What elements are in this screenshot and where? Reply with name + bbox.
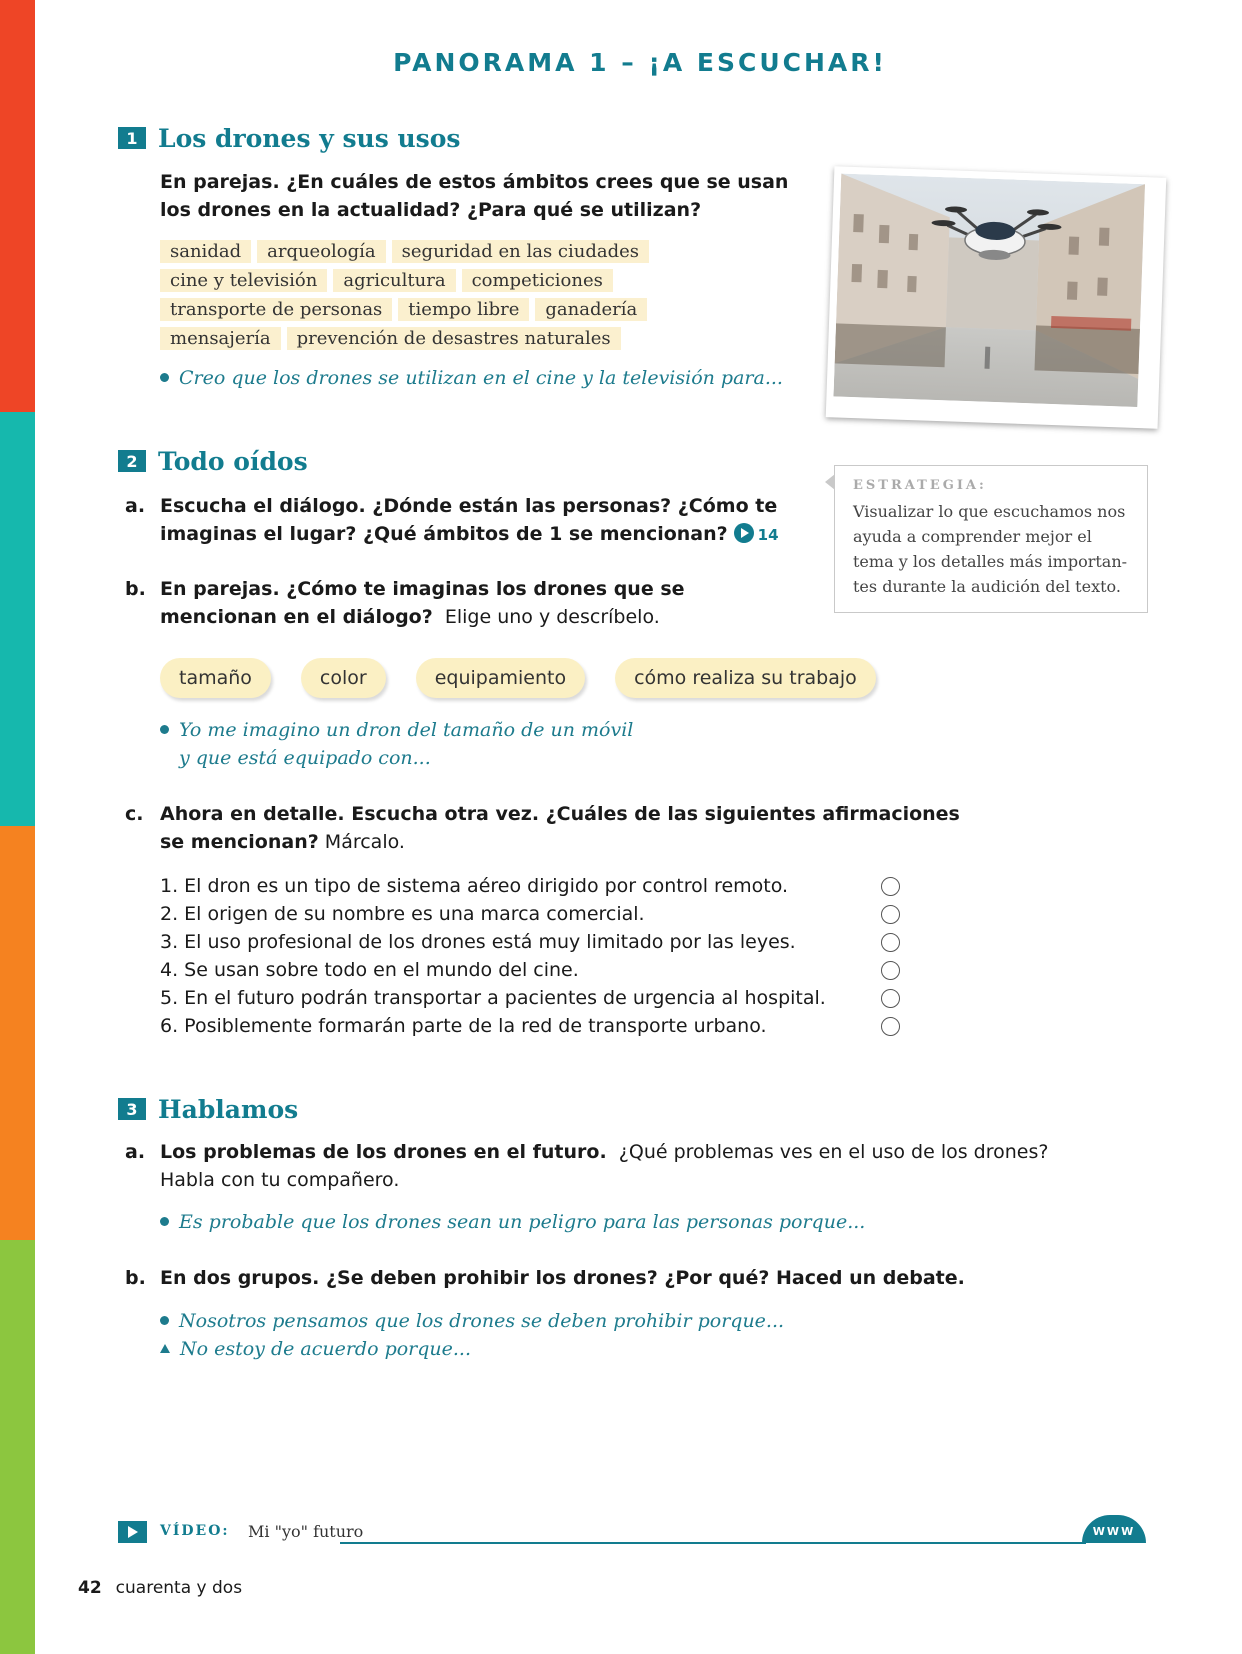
section-2b-example: Yo me imagino un dron del tamaño de un móvil y que está equipado con... xyxy=(160,716,633,772)
item-letter: b. xyxy=(125,578,146,600)
statement-list xyxy=(160,872,900,1040)
checkbox-circle[interactable] xyxy=(881,933,900,952)
tag: arqueología xyxy=(257,240,386,263)
section-3-header xyxy=(118,1091,298,1127)
checkbox-circle[interactable] xyxy=(881,1017,900,1036)
video-title[interactable]: Mi "yo" futuro xyxy=(248,1522,364,1541)
page-footer xyxy=(78,1578,242,1598)
section-title: Los drones y sus usos xyxy=(158,123,461,153)
item-letter: a. xyxy=(125,1141,146,1163)
strategy-pointer xyxy=(825,474,835,490)
bullet-icon xyxy=(160,725,169,734)
tag: agricultura xyxy=(333,269,455,292)
video-label: VÍDEO: xyxy=(160,1523,230,1539)
page-title: PANORAMA 1 – ¡A ESCUCHAR! xyxy=(393,48,887,77)
section-1-instruction xyxy=(160,168,788,224)
section-2c-instruction: Ahora en detalle. Escucha otra vez. ¿Cuáles de las siguientes afirmaciones se mencionan? Márcalo. xyxy=(160,803,960,853)
section-3a-instruction: Los problemas de los drones en el futuro. ¿Qué problemas ves en el uso de los drones? Habla con tu compañero. xyxy=(160,1141,1049,1191)
tag: prevención de desastres naturales xyxy=(287,327,621,350)
tag: sanidad xyxy=(160,240,251,263)
drone-street-image xyxy=(833,174,1145,407)
section-1-example xyxy=(160,364,783,392)
chip: cómo realiza su trabajo xyxy=(615,658,876,698)
checkbox-circle[interactable] xyxy=(881,989,900,1008)
video-play-icon[interactable] xyxy=(118,1521,147,1543)
item-letter: c. xyxy=(125,803,144,825)
strategy-box xyxy=(834,465,1148,613)
checkbox-circle[interactable] xyxy=(881,877,900,896)
chip: equipamiento xyxy=(416,658,585,698)
statement-row: 4. Se usan sobre todo en el mundo del cine. xyxy=(160,956,900,984)
section-3b-instruction: En dos grupos. ¿Se deben prohibir los drones? ¿Por qué? Haced un debate. xyxy=(160,1267,965,1289)
section-2a-instruction: Escucha el diálogo. ¿Dónde están las personas? ¿Cómo te imaginas el lugar? ¿Qué ámbitos de 1 se mencionan? 14 xyxy=(160,495,779,545)
chip: tamaño xyxy=(160,658,271,698)
bullet-icon xyxy=(160,1217,169,1226)
statement-row: 5. En el futuro podrán transportar a pacientes de urgencia al hospital. xyxy=(160,984,900,1012)
section-3b-examples: Nosotros pensamos que los drones se deben prohibir porque... No estoy de acuerdo porque... xyxy=(160,1307,784,1363)
statement-row: 6. Posiblemente formarán parte de la red de transporte urbano. xyxy=(160,1012,900,1040)
section-number: 2 xyxy=(118,450,146,472)
side-stripe-orange xyxy=(0,826,35,1240)
strategy-text: Visualizar lo que escuchamos nos ayuda a comprender mejor el tema y los detalles más importan- tes durante la audición del texto. xyxy=(853,502,1128,596)
page-number: 42 xyxy=(78,1578,102,1598)
tag: mensajería xyxy=(160,327,281,350)
side-stripe-teal xyxy=(0,412,35,826)
drone-photo xyxy=(826,166,1167,428)
audio-track-number: 14 xyxy=(757,526,779,544)
statement-row: 3. El uso profesional de los drones está muy limitado por las leyes. xyxy=(160,928,900,956)
section-3a-example: Es probable que los drones sean un peligro para las personas porque... xyxy=(160,1208,865,1236)
tag: ganadería xyxy=(535,298,647,321)
item-letter: b. xyxy=(125,1267,146,1289)
example-text: Creo que los drones se utilizan en el cine y la televisión para... xyxy=(179,367,783,389)
side-stripe-green xyxy=(0,1240,35,1654)
item-letter: a. xyxy=(125,495,146,517)
page-number-words: cuarenta y dos xyxy=(115,1578,243,1598)
feature-chips xyxy=(160,658,876,698)
tag: seguridad en las ciudades xyxy=(392,240,649,263)
section-title: Todo oídos xyxy=(158,446,308,476)
checkbox-circle[interactable] xyxy=(881,961,900,980)
instruction-line: los drones en la actualidad? ¿Para qué se utilizan? xyxy=(160,199,702,221)
statement-row: 2. El origen de su nombre es una marca comercial. xyxy=(160,900,900,928)
section-title: Hablamos xyxy=(158,1094,299,1124)
bullet-icon xyxy=(160,373,169,382)
tag: tiempo libre xyxy=(398,298,529,321)
strategy-label: ESTRATEGIA: xyxy=(853,478,987,493)
www-badge[interactable]: WWW xyxy=(1082,1515,1146,1543)
section-number: 1 xyxy=(118,127,146,149)
triangle-icon xyxy=(160,1344,170,1353)
section-2b-instruction: En parejas. ¿Cómo te imaginas los drones que se mencionan en el diálogo? Elige uno y descríbelo. xyxy=(160,578,685,628)
tag: cine y televisión xyxy=(160,269,327,292)
statement-row: 1. El dron es un tipo de sistema aéreo dirigido por control remoto. xyxy=(160,872,900,900)
instruction-line: En parejas. ¿En cuáles de estos ámbitos crees que se usan xyxy=(160,171,789,193)
divider xyxy=(340,1542,1086,1544)
chip: color xyxy=(301,658,386,698)
checkbox-circle[interactable] xyxy=(881,905,900,924)
section-number: 3 xyxy=(118,1098,146,1120)
section-2-header xyxy=(118,443,308,479)
audio-play-icon[interactable] xyxy=(734,523,754,543)
bullet-icon xyxy=(160,1316,169,1325)
tag: transporte de personas xyxy=(160,298,392,321)
video-bar xyxy=(118,1521,1146,1543)
section-1-header xyxy=(118,120,460,156)
tag: competiciones xyxy=(462,269,613,292)
scope-tags xyxy=(160,240,680,356)
